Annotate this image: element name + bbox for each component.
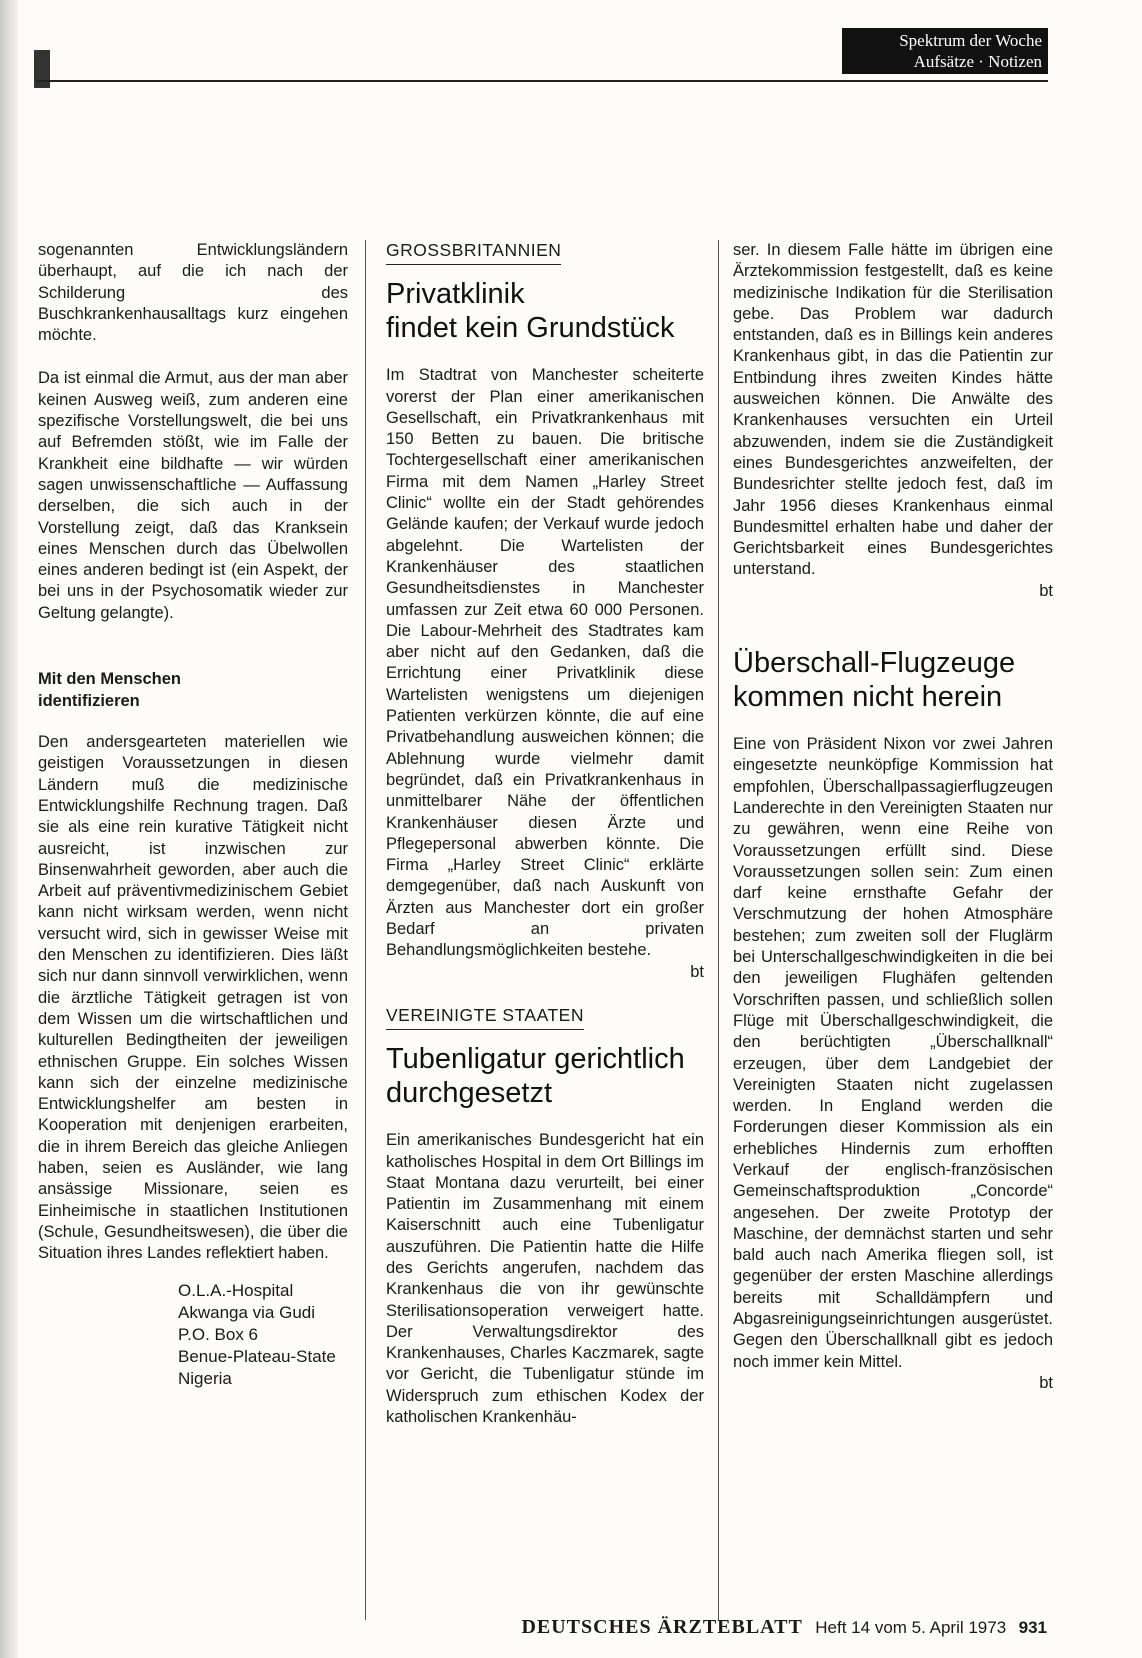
page-number: 931	[1018, 1618, 1047, 1637]
column-divider-2	[718, 240, 719, 1620]
headline-tubenligatur	[386, 1042, 704, 1110]
section-label-box	[842, 28, 1048, 74]
section-label-line2: Aufsätze · Notizen	[913, 52, 1042, 71]
header-rule	[36, 80, 1048, 82]
headline-privatklinik	[386, 277, 704, 345]
article-tubenligatur-continued: ser. In diesem Falle hätte im übrigen eine Ärztekommission festgestellt, daß es keine medizinische Indikation für die Sterilisation gebe. Das Problem war dadurch entstanden, daß es in Billings kein anderes Krankenhaus gibt, in das die Patientin zur Entbindung ihres zweiten Kindes hätte ausweichen können. Die Anwälte des Krankenhauses versuchten ein Urteil abzuwenden, indem sie die Zuständigkeit eines Bundesgerichtes anzweifelten, der Bundesrichter stellte jedoch fest, daß im Jahr 1956 dieses Krankenhaus einmal Bundesmittel erhalten habe und daher der Gerichtsbarkeit eines Bundesgerichtes unterstand.	[733, 241, 1053, 579]
col1-paragraph-1: sogenannten Entwicklungsländern überhaupt, auf die ich nach der Schilderung des Buschkrankenhausalltags kurz eingehen möchte.	[38, 241, 348, 345]
headline-line: durchgesetzt	[386, 1077, 553, 1110]
headline-line: Tubenligatur gerichtlich	[386, 1043, 685, 1076]
author-initials: bt	[1039, 1373, 1053, 1392]
headline-line: Überschall-Flugzeuge	[733, 647, 1016, 680]
col1-paragraph-3: Den andersgearteten materiellen wie geistigen Voraussetzungen in diesen Ländern muß die medizinische Entwicklungshilfe Rechnung tragen. Daß sie als eine rein kurative Tätigkeit nicht ausreicht, ist inzwischen zur Binsenwahrheit geworden, aber auch die Arbeit auf präventivmedizinischem Gebiet kann nicht wirksam werden, wenn nicht versucht wird, sich in gewisser Weise mit den Menschen zu identifizieren. Dies läßt sich nur dann sinnvoll verwirklichen, wenn die ärztliche Tätigkeit getragen ist von dem Wissen um die wirtschaftlichen und kulturellen Bedingtheiten der jeweiligen ethnischen Gruppe. Ein solches Wissen kann sich der einzelne medizinische Entwicklungshelfer am besten in Kooperation mit denjenigen erarbeiten, die in ihrem Bereich das gleiche Anliegen haben, seien es Ausländer, wie lang ansässige Missionare, seien es Einheimische in staatlichen Institutionen (Schule, Gesundheitswesen), die über die Situation ihres Landes reflektiert haben.	[38, 733, 348, 1263]
publication-name: DEUTSCHES ÄRZTEBLATT	[521, 1616, 803, 1638]
column-1	[38, 240, 348, 1390]
col1-subheading-line1: Mit den Menschen	[38, 670, 182, 689]
issue-info: Heft 14 vom 5. April 1973	[815, 1618, 1007, 1637]
header-section-mark	[34, 50, 50, 88]
col1-subheading-line2: identifizieren	[38, 692, 140, 711]
address-line: P.O. Box 6	[178, 1325, 259, 1345]
headline-line: kommen nicht herein	[733, 681, 1003, 714]
kicker-grossbritannien: GROSSBRITANNIEN	[386, 240, 561, 265]
headline-line: findet kein Grundstück	[386, 312, 675, 345]
section-label-line1: Spektrum der Woche	[899, 31, 1042, 50]
column-divider-1	[365, 240, 366, 1620]
address-line: O.L.A.-Hospital	[178, 1281, 294, 1301]
address-line: Akwanga via Gudi	[178, 1303, 316, 1323]
article-privatklinik-body: Im Stadtrat von Manchester scheiterte vorerst der Plan einer amerikanischen Gesellschaft, ein Privatkrankenhaus mit 150 Betten zu bauen. Die britische Tochtergesellschaft einer amerikanischen Firma mit dem Namen „Harley Street Clinic“ wollte ein der Stadt gehörendes Gelände kaufen; der Verkauf wurde jedoch abgelehnt. Die Wartelisten der Krankenhäuser des staatlichen Gesundheitsdienstes in Manchester umfassen zur Zeit etwa 60 000 Personen. Die Labour-Mehrheit des Stadtrates kam aber nicht auf den Gedanken, daß die Errichtung einer Privatklinik diese Wartelisten wenigstens um diejenigen Patienten verkürzen könnte, die auf eine Privatbehandlung ausweichen können; die Ablehnung wurde vielmehr damit begründet, daß ein Privatkrankenhaus in unmittelbarer Nähe der öffentlichen Krankenhäuser diesen Ärzte und Pflegepersonal abwerben könnte. Die Firma „Harley Street Clinic“ erklärte demgegenüber, daß nach Auskunft von Ärzten aus Manchester dort ein großer Bedarf an privaten Behandlungsmöglichkeiten bestehe.	[386, 366, 704, 960]
column-3	[733, 240, 1053, 1394]
column-2	[386, 240, 704, 1428]
col1-paragraph-2: Da ist einmal die Armut, aus der man aber keinen Ausweg weiß, zum anderen eine spezifische Vorstellungswelt, die bei uns auf Befremden stößt, wie im Falle der Krankheit eine bildhafte — wir würden sagen unwissenschaftliche — Auffassung derselben, die sich auch in der Vorstellung zeigt, daß das Kranksein eines Menschen durch das Übelwollen eines anderen bedingt ist (ein Aspekt, der bei uns in der Psychosomatik wieder zur Geltung gelangte).	[38, 369, 348, 622]
author-initials: bt	[690, 962, 704, 981]
address-line: Benue-Plateau-State	[178, 1347, 336, 1367]
headline-ueberschall	[733, 646, 1053, 714]
scan-edge-shadow	[0, 0, 18, 1658]
author-address	[178, 1280, 348, 1390]
article-ueberschall-body: Eine von Präsident Nixon vor zwei Jahren eingesetzte neunköpfige Kommission hat empfohlen, Überschallpassagierflugzeugen Landerechte in den Vereinigten Staaten nur zu gewähren, wenn eine Reihe von Voraussetzungen erfüllt sind. Diese Voraussetzungen sollen sein: Zum einen darf keine ernsthafte Gefahr der Verschmutzung der hohen Atmosphäre bestehen; zum zweiten soll der Fluglärm bei Unterschallgeschwindigkeiten in die bei den jeweiligen Flughäfen geltenden Vorschriften passen, und schließlich sollen Flüge mit Überschallgeschwindigkeit, die den berüchtigten „Überschallknall“ erzeugen, über dem Landgebiet der Vereinigten Staaten nicht zugelassen werden. In England werden die Forderungen dieser Kommission als ein erhebliches Hindernis zum erhofften Verkauf der englisch-französischen Gemeinschaftsproduktion „Concorde“ angesehen. Der zweite Prototyp der Maschine, der demnächst starten und sehr bald auch nach Amerika fliegen soll, ist gegenüber der ersten Maschine allerdings bereits mit Schalldämpfern und Abgasreinigungseinrichtungen ausgerüstet. Gegen den Überschallknall gibt es jedoch noch immer kein Mittel.	[733, 735, 1053, 1371]
page-footer	[0, 1616, 1047, 1639]
author-initials: bt	[1039, 581, 1053, 600]
headline-line: Privatklinik	[386, 278, 525, 311]
address-line: Nigeria	[178, 1369, 232, 1389]
article-tubenligatur-body: Ein amerikanisches Bundesgericht hat ein katholisches Hospital in dem Ort Billings im Staat Montana dazu verurteilt, bei einer Patientin im Zusammenhang mit einem Kaiserschnitt auch eine Tubenligatur auszuführen. Die Patientin hatte die Hilfe des Gerichts angerufen, nachdem das Krankenhaus die von ihr gewünschte Sterilisationsoperation verweigert hatte. Der Verwaltungsdirektor des Krankenhauses, Charles Kaczmarek, sagte vor Gericht, die Tubenligatur stünde im Widerspruch zum ethischen Kodex der katholischen Krankenhäu-	[386, 1131, 704, 1427]
col1-subheading	[38, 668, 348, 712]
kicker-vereinigte-staaten: VEREINIGTE STAATEN	[386, 1005, 584, 1030]
